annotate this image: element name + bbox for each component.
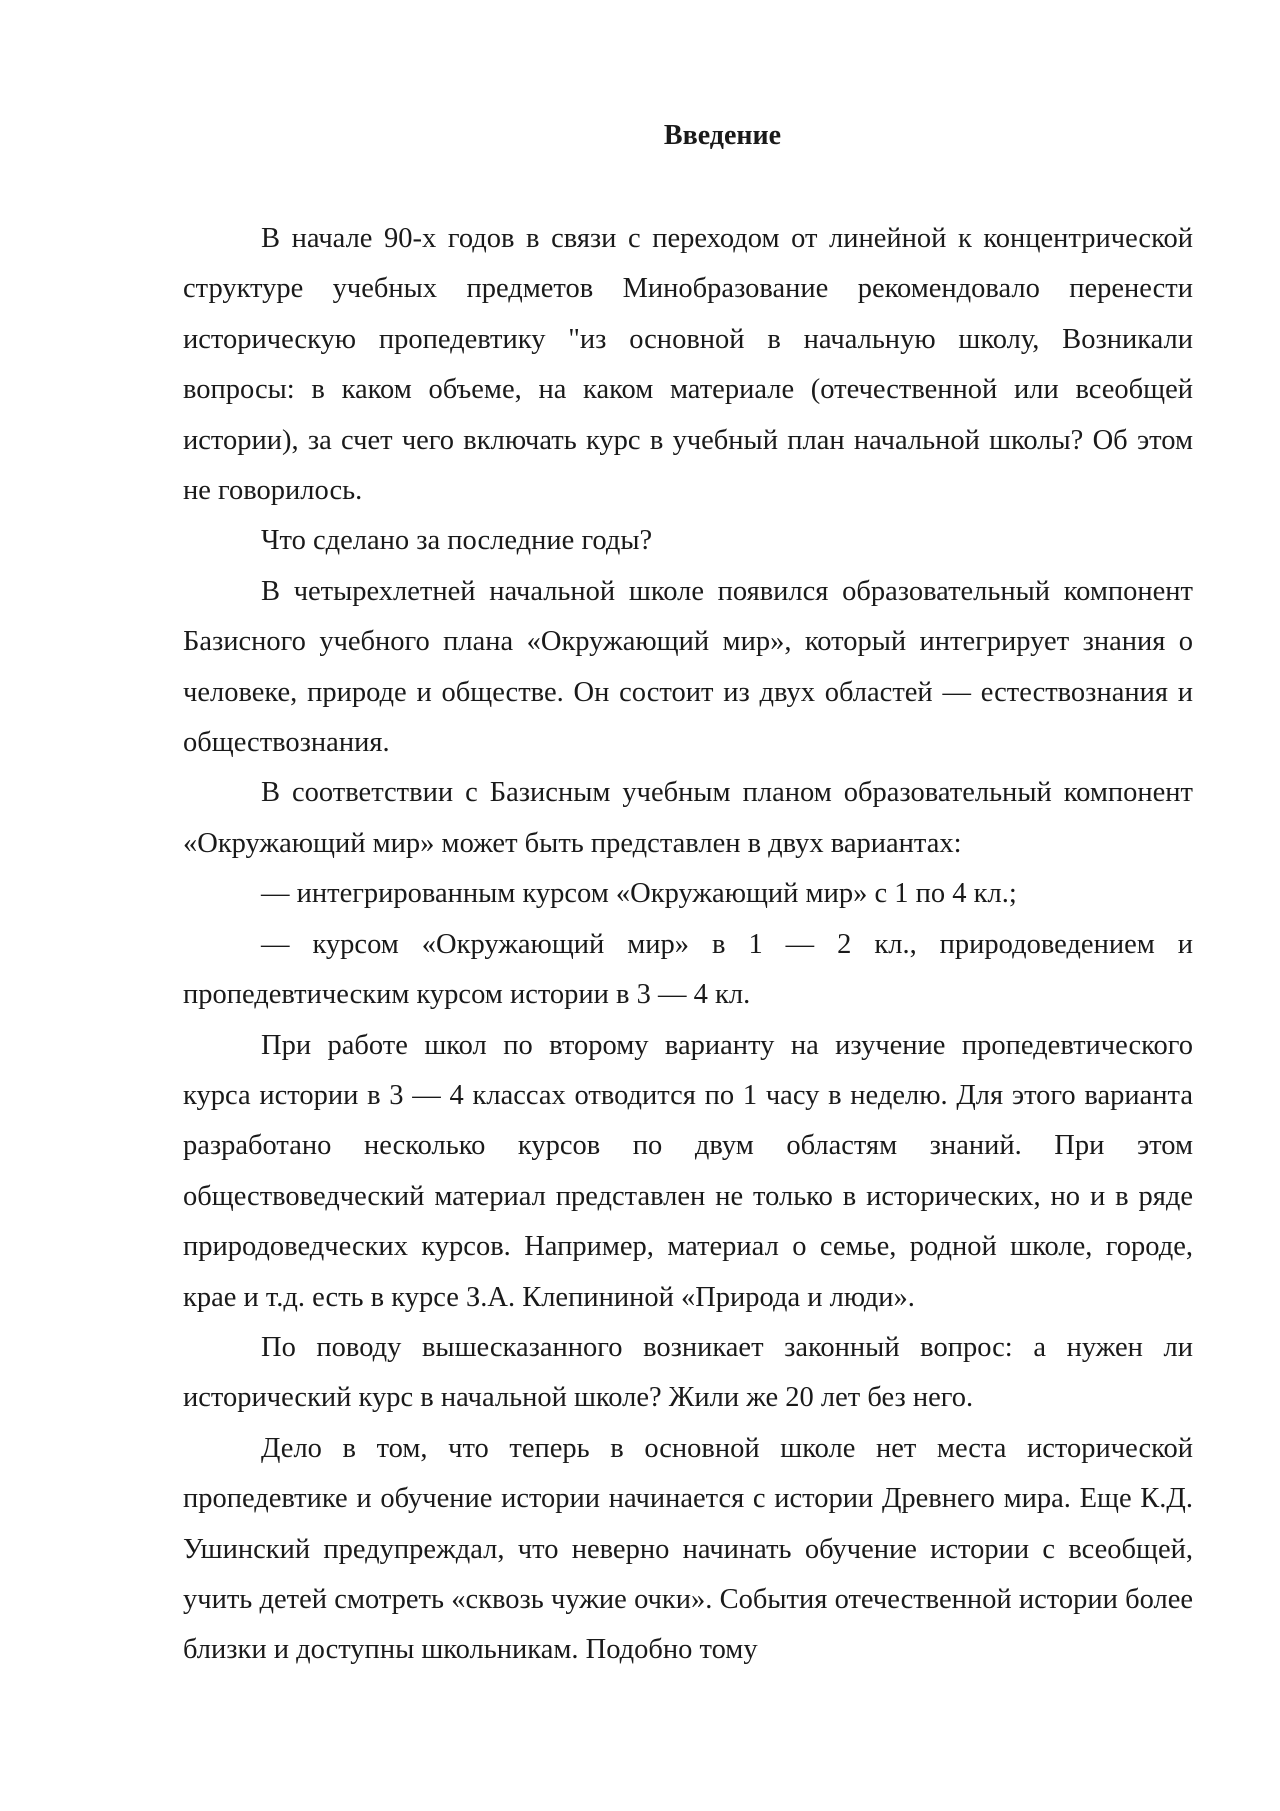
paragraph-6: — курсом «Окружающий мир» в 1 — 2 кл., природоведением и пропедевтическим курсом истории в 3 — 4 кл. (183, 928, 1193, 1011)
paragraph-4: В соответствии с Базисным учебным планом образовательный компонент «Окружающий мир» может быть представлен в двух вариантах: (183, 777, 1193, 859)
paragraph-3: В четырехлетней начальной школе появился образовательный компонент Базисного учебного плана «Окружающий мир», который интегрирует знания о человеке, природе и обществе. Он состоит из двух областей — естествознания и обществознания. (183, 575, 1193, 759)
paragraph-5: — интегрированным курсом «Окружающий мир» с 1 по 4 кл.; (261, 878, 1017, 910)
paragraph-8: По поводу вышесказанного возникает законный вопрос: а нужен ли исторический курс в начальной школе? Жили же 20 лет без него. (183, 1331, 1193, 1414)
document-body (183, 214, 1193, 1676)
document-title: Введение (663, 120, 782, 151)
paragraph-1: В начале 90-х годов в связи с переходом от линейной к концентрической структуре учебных предметов Минобразование рекомендовало перенести историческую пропедевтику "из основной в начальную школу, Возникали вопросы: в каком объеме, на каком материале (отечественной или всеобщей истории), за счет чего включать курс в учебный план начальной школы? Об этом не говорилось. (183, 223, 1193, 507)
paragraph-2: Что сделано за последние годы? (261, 525, 653, 557)
paragraph-7: При работе школ по второму варианту на изучение пропедевтического курса истории в 3 — 4 классах отводится по 1 часу в неделю. Для этого варианта разработано несколько курсов по двум областям знаний. При этом обществоведческий материал представлен не только в исторических, но и в ряде природоведческих курсов. Например, материал о семье, родной школе, городе, крае и т.д. есть в курсе З.А. Клепининой «Природа и люди». (183, 1029, 1193, 1313)
paragraph-9: Дело в том, что теперь в основной школе нет места исторической пропедевтике и обучение истории начинается с истории Древнего мира. Еще К.Д. Ушинский предупреждал, что неверно начинать обучение истории с всеобщей, учить детей смотреть «сквозь чужие очки». События отечественной истории более близки и доступны школьникам. Подобно тому (183, 1432, 1193, 1666)
